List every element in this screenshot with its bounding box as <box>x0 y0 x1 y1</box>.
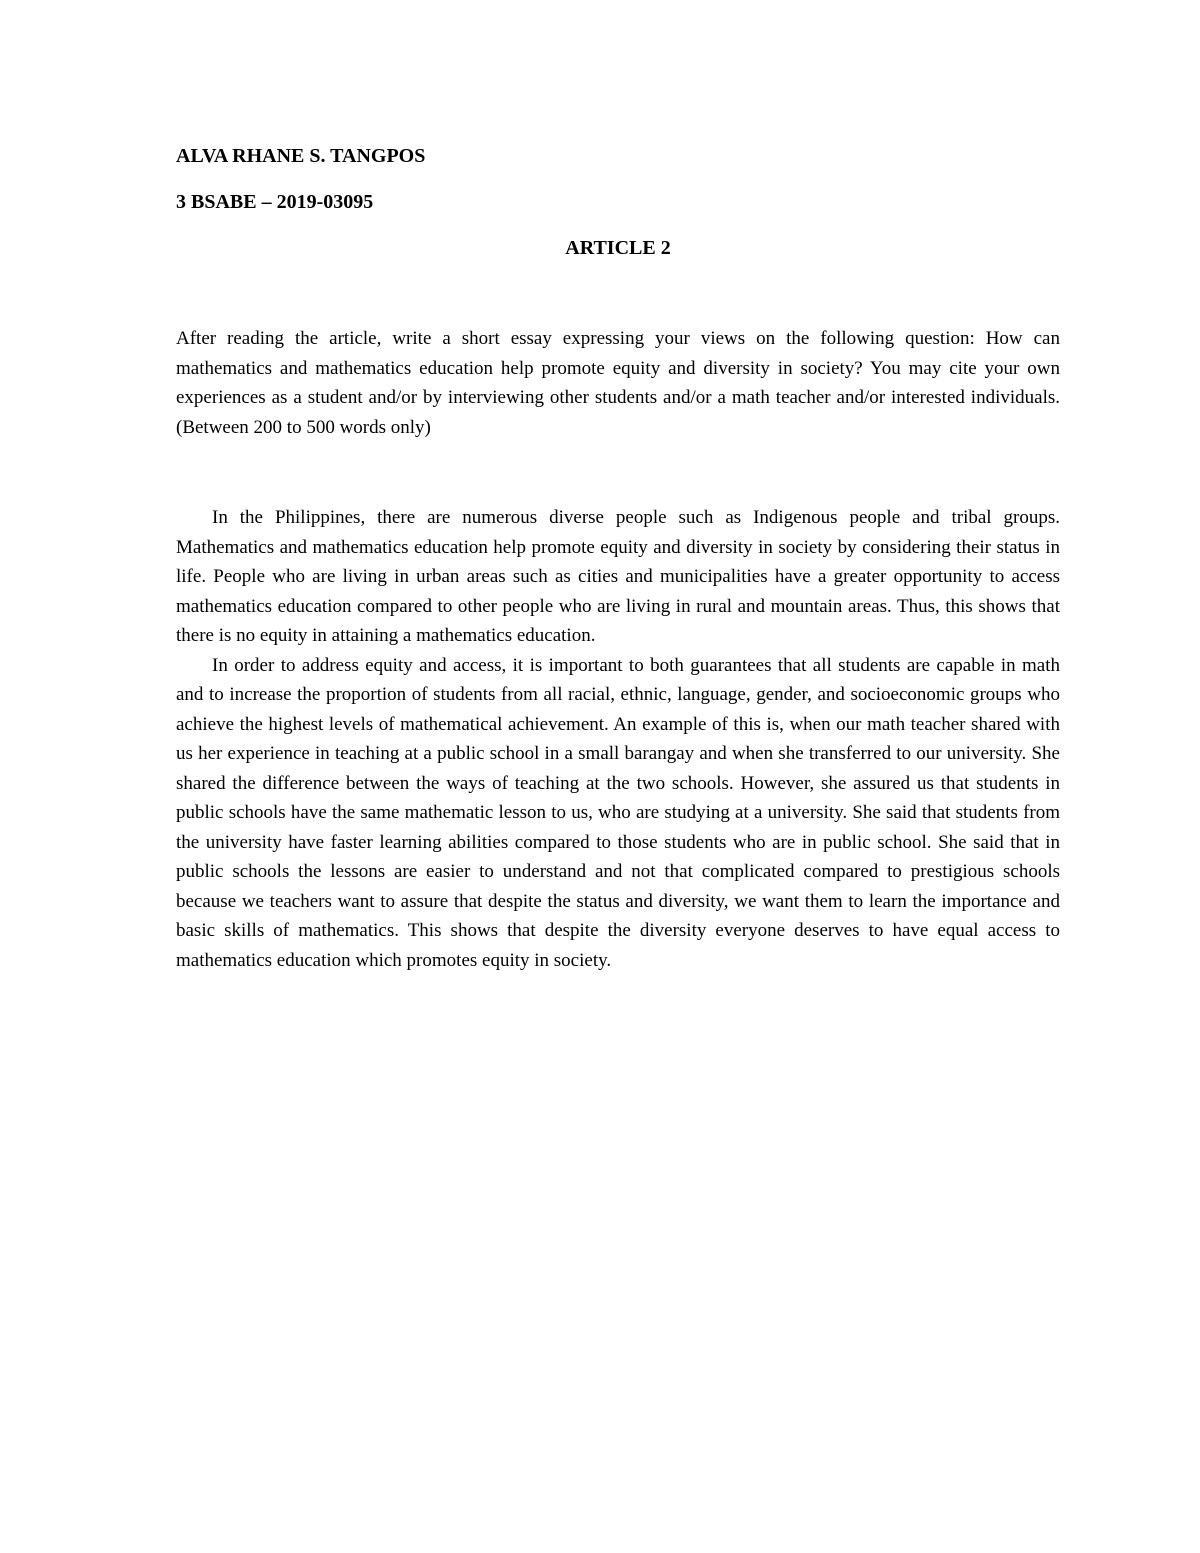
essay-body <box>176 503 1060 975</box>
document-content <box>176 142 1060 975</box>
essay-prompt: After reading the article, write a short essay expressing your views on the following question: How can mathematics and mathematics education help promote equity and diversity in society? You may cite your own experiences as a student and/or by interviewing other students and/or a math teacher and/or interested individuals. (Between 200 to 500 words only) <box>176 328 1060 438</box>
author-name: ALVA RHANE S. TANGPOS <box>176 145 426 167</box>
essay-paragraph-1: In the Philippines, there are numerous diverse people such as Indigenous people and tribal groups. Mathematics and mathematics education help promote equity and diversity in society by considering their status in life. People who are living in urban areas such as cities and municipalities have a greater opportunity to access mathematics education compared to other people who are living in rural and mountain areas. Thus, this shows that there is no equity in attaining a mathematics education. <box>176 507 1060 646</box>
essay-paragraph-2: In order to address equity and access, it is important to both guarantees that all students are capable in math and to increase the proportion of students from all racial, ethnic, language, gender, and socioeconomic groups who achieve the highest levels of mathematical achievement. An example of this is, when our math teacher shared with us her experience in teaching at a public school in a small barangay and when she transferred to our university. She shared the difference between the ways of teaching at the two schools. However, she assured us that students in public schools have the same mathematic lesson to us, who are studying at a university. She said that students from the university have faster learning abilities compared to those students who are in public school. She said that in public schools the lessons are easier to understand and not that complicated compared to prestigious schools because we teachers want to assure that despite the status and diversity, we want them to learn the importance and basic skills of mathematics. This shows that despite the diversity everyone deserves to have equal access to mathematics education which promotes equity in society. <box>176 654 1060 971</box>
document-title: ARTICLE 2 <box>565 237 671 259</box>
course-and-student-id: 3 BSABE – 2019-03095 <box>176 191 374 213</box>
